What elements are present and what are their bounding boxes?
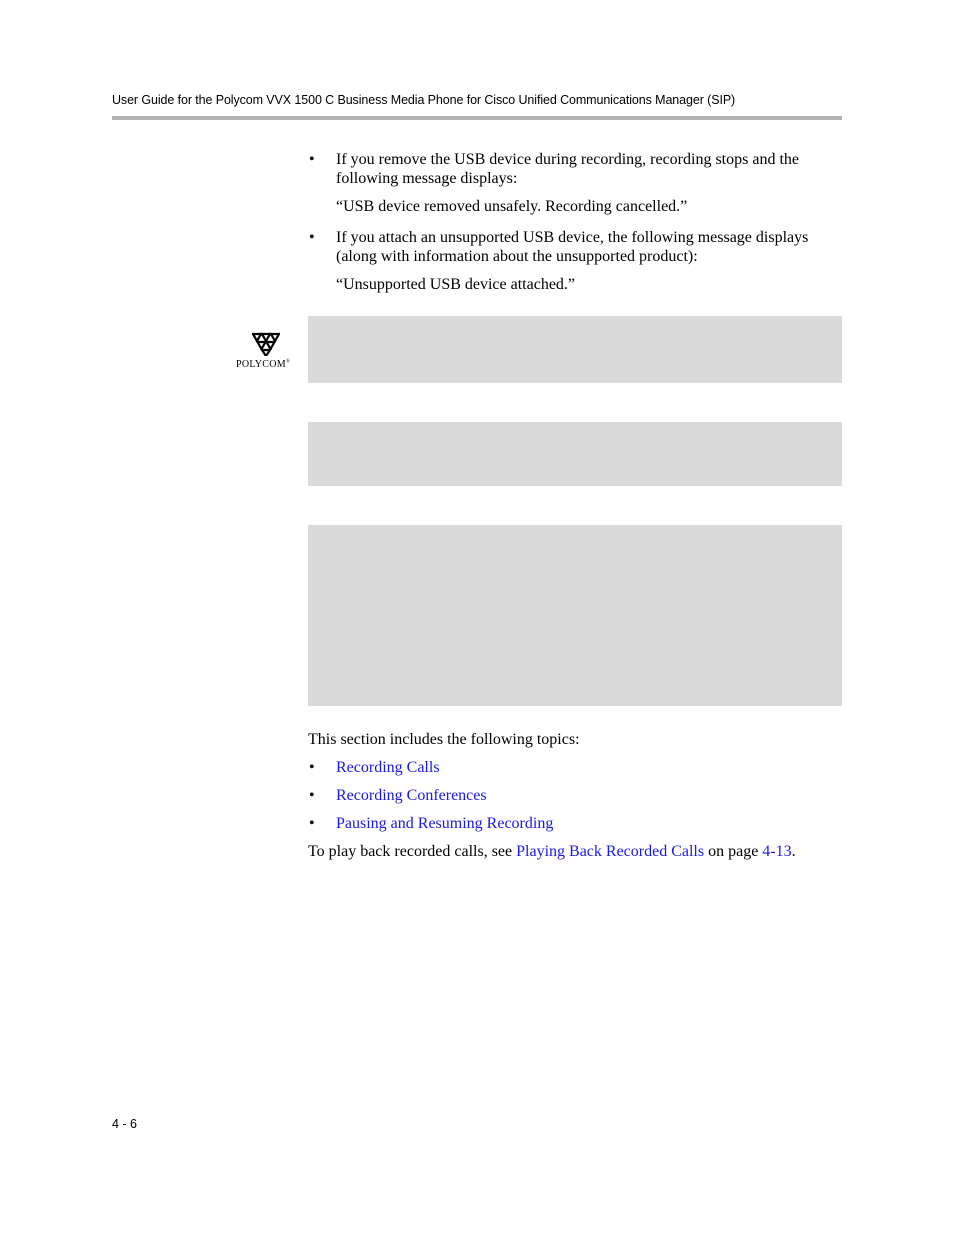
topic-item — [309, 758, 844, 778]
polycom-triangles-icon — [252, 332, 280, 356]
bullet-marker: • — [309, 787, 315, 804]
logo-wordmark: POLYCOM — [236, 359, 286, 370]
playback-middle: on page — [704, 843, 763, 860]
link-recording-calls[interactable]: Recording Calls — [336, 759, 440, 776]
message-quote: “Unsupported USB device attached.” — [336, 276, 576, 293]
playback-paragraph — [308, 842, 848, 861]
trademark-mark: ® — [286, 359, 291, 365]
bullet-marker: • — [309, 229, 315, 246]
topics-intro: This section includes the following topics: — [308, 731, 580, 748]
playback-prefix: To play back recorded calls, see — [308, 843, 517, 860]
bullet-marker: • — [309, 759, 315, 776]
polycom-logo-text — [236, 359, 296, 370]
topic-item — [309, 814, 844, 834]
bullet-item — [309, 150, 844, 190]
playback-suffix: . — [791, 843, 796, 860]
polycom-logo — [236, 332, 296, 372]
bullet-text: If you attach an unsupported USB device, the following message displays (along with information about the unsupported product): — [336, 229, 809, 265]
message-quote: “USB device removed unsafely. Recording cancelled.” — [336, 198, 688, 215]
link-page-4-13[interactable]: 4-13 — [762, 843, 792, 860]
note-box — [308, 422, 842, 486]
bullet-text: If you remove the USB device during recording, recording stops and the following message displays: — [336, 151, 799, 187]
running-header: User Guide for the Polycom VVX 1500 C Business Media Phone for Cisco Unified Communications Manager (SIP) — [112, 93, 736, 107]
link-recording-conferences[interactable]: Recording Conferences — [336, 787, 487, 804]
link-playing-back-recorded-calls[interactable]: Playing Back Recorded Calls — [516, 843, 705, 860]
bullet-item — [309, 228, 844, 268]
bullet-marker: • — [309, 815, 315, 832]
note-box — [308, 316, 842, 383]
link-pausing-resuming-recording[interactable]: Pausing and Resuming Recording — [336, 815, 554, 832]
header-rule — [112, 116, 842, 120]
note-box — [308, 525, 842, 706]
bullet-marker: • — [309, 151, 315, 168]
page-number: 4 - 6 — [112, 1117, 138, 1131]
topic-item — [309, 786, 844, 806]
